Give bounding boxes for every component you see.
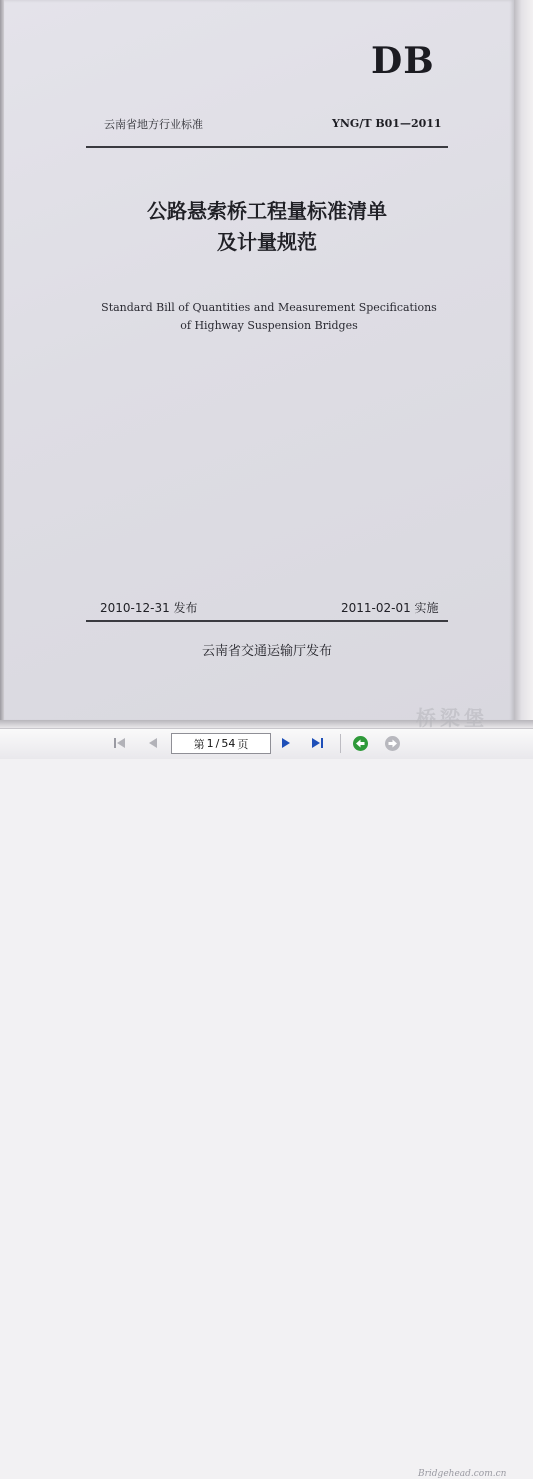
back-icon: [352, 735, 369, 752]
first-page-button[interactable]: [111, 734, 129, 752]
top-divider: [86, 146, 448, 148]
first-page-icon: [112, 735, 128, 751]
effective-date: 2011-02-01 实施: [341, 601, 439, 615]
page-separator: /: [215, 737, 220, 750]
page-side-edge: [514, 0, 533, 728]
forward-icon: [384, 735, 401, 752]
standard-number: YNG/T B01—2011: [332, 117, 442, 130]
total-pages: 54: [221, 737, 236, 750]
document-page: [4, 0, 514, 722]
current-page-input[interactable]: 1: [206, 737, 214, 750]
document-viewport[interactable]: [0, 0, 533, 728]
last-page-icon: [309, 735, 325, 751]
forward-button[interactable]: [383, 734, 401, 752]
standard-category: 云南省地方行业标准: [104, 118, 203, 131]
viewer-toolbar: [0, 728, 533, 1479]
prev-page-icon: [145, 735, 161, 751]
toolbar-separator: [340, 734, 341, 753]
page-prefix: 第: [193, 737, 205, 751]
issue-date: 2010-12-31 发布: [100, 601, 198, 615]
series-code: DB: [371, 40, 435, 82]
last-page-button[interactable]: [308, 734, 326, 752]
back-button[interactable]: [351, 734, 369, 752]
page-indicator[interactable]: [171, 733, 271, 754]
next-page-button[interactable]: [277, 734, 295, 752]
title-chinese-line-1: 公路悬索桥工程量标准清单: [147, 199, 387, 223]
title-english-line-2: of Highway Suspension Bridges: [180, 319, 358, 332]
title-english-line-1: Standard Bill of Quantities and Measurement Specifications: [101, 301, 437, 314]
bottom-divider: [86, 620, 448, 622]
watermark-url: Bridgehead.com.cn: [418, 1469, 507, 1479]
watermark-logo: 桥梁堡: [416, 706, 488, 728]
next-page-icon: [278, 735, 294, 751]
publisher: 云南省交通运输厅发布: [201, 644, 332, 659]
page-suffix: 页: [237, 737, 249, 751]
title-chinese-line-2: 及计量规范: [217, 230, 317, 254]
prev-page-button[interactable]: [144, 734, 162, 752]
